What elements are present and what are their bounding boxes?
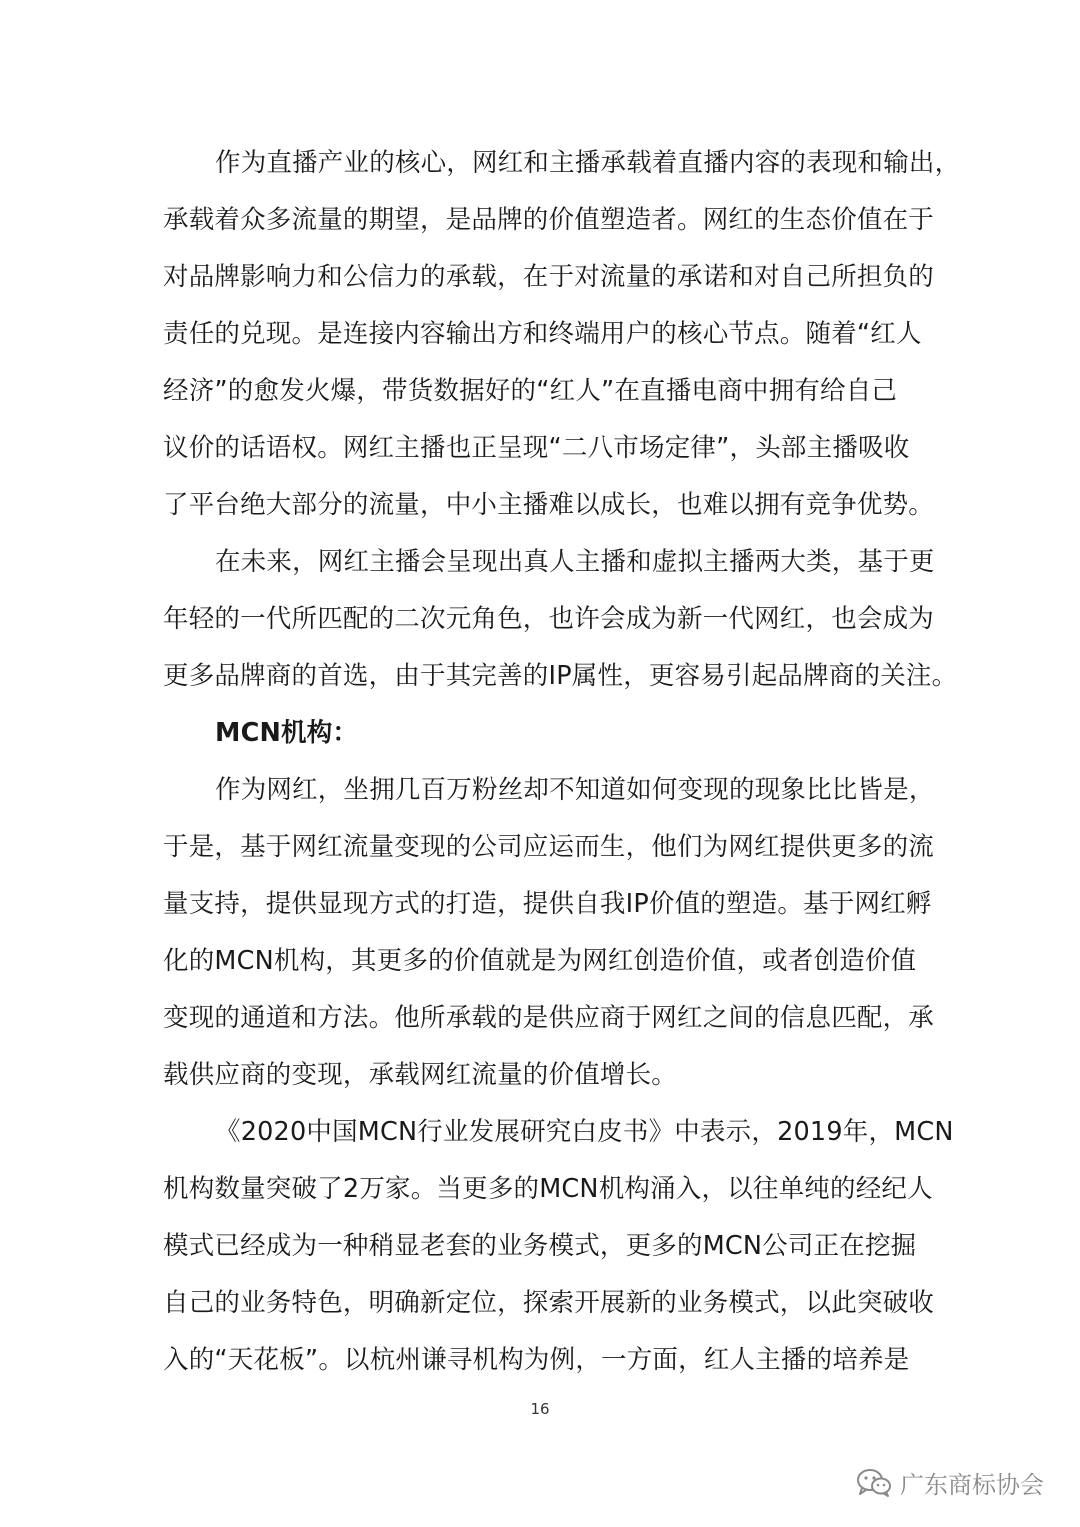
text-line: 载供应商的变现，承载网红流量的价值增长。	[163, 1060, 678, 1090]
text-line: 经济”的愈发火爆，带货数据好的“红人”在直播电商中拥有给自己	[163, 376, 898, 406]
text-line: 作为网红，坐拥几百万粉丝却不知道如何变现的现象比比皆是，	[215, 775, 935, 805]
text-line: 自己的业务特色，明确新定位，探索开展新的业务模式，以此突破收	[163, 1288, 935, 1318]
text-line: 议价的话语权。网红主播也正呈现“二八市场定律”，头部主播吸收	[163, 433, 910, 463]
text-line: 入的“天花板”。以杭州谦寻机构为例，一方面，红人主播的培养是	[163, 1345, 910, 1375]
text-line: 对品牌影响力和公信力的承载，在于对流量的承诺和对自己所担负的	[163, 262, 935, 292]
text-line: 量支持，提供显现方式的打造，提供自我IP价值的塑造。基于网红孵	[163, 889, 932, 919]
text-line: 责任的兑现。是连接内容输出方和终端用户的核心节点。随着“红人	[163, 319, 922, 349]
text-line: 化的MCN机构，其更多的价值就是为网红创造价值，或者创造价值	[163, 946, 917, 976]
text-line: 年轻的一代所匹配的二次元角色，也许会成为新一代网红，也会成为	[163, 604, 935, 634]
text-line: MCN机构：	[215, 718, 359, 748]
text-line: 机构数量突破了2万家。当更多的MCN机构涌入，以往单纯的经纪人	[163, 1174, 933, 1204]
paragraph	[163, 534, 958, 705]
wechat-icon	[856, 1468, 892, 1498]
section-heading	[163, 705, 923, 762]
paragraph	[163, 762, 935, 1104]
text-line: 模式已经成为一种稍显老套的业务模式，更多的MCN公司正在挖掘	[163, 1231, 917, 1261]
text-line: 承载着众多流量的期望，是品牌的价值塑造者。网红的生态价值在于	[163, 205, 935, 235]
text-line: 变现的通道和方法。他所承载的是供应商于网红之间的信息匹配，承	[163, 1003, 935, 1033]
text-line: 了平台绝大部分的流量，中小主播难以成长，也难以拥有竞争优势。	[163, 490, 935, 520]
paragraph	[163, 1104, 954, 1389]
text-line: 作为直播产业的核心，网红和主播承载着直播内容的表现和输出，	[215, 148, 961, 178]
watermark-text: 广东商标协会	[900, 1471, 1044, 1499]
page-number: 16	[530, 1400, 550, 1418]
text-line: 更多品牌商的首选，由于其完善的IP属性，更容易引起品牌商的关注。	[163, 661, 958, 691]
paragraph	[163, 135, 961, 534]
text-line: 《2020中国MCN行业发展研究白皮书》中表示，2019年，MCN	[215, 1117, 954, 1147]
text-line: 于是，基于网红流量变现的公司应运而生，他们为网红提供更多的流	[163, 832, 935, 862]
document-body	[163, 135, 961, 1389]
text-line: 在未来，网红主播会呈现出真人主播和虚拟主播两大类，基于更	[215, 547, 935, 577]
watermark	[856, 1465, 1044, 1500]
